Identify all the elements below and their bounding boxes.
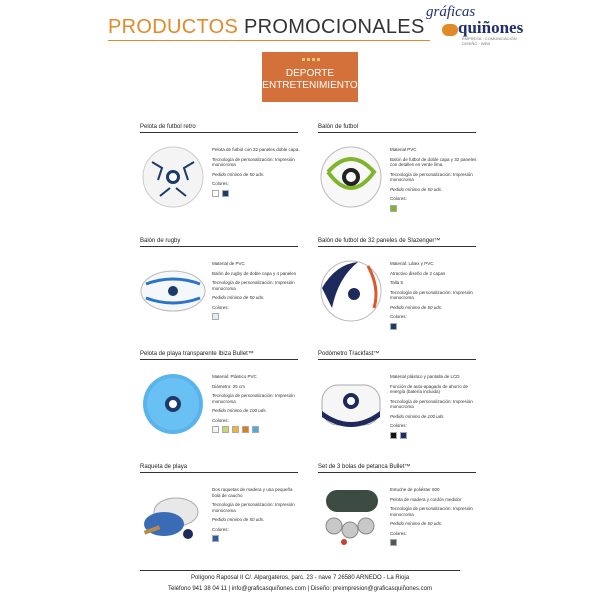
- product-info: [390, 261, 480, 330]
- product-divider: [140, 359, 298, 360]
- product-divider: [318, 472, 476, 473]
- product-min-order: Pedido mínimo de 50 uds.: [212, 517, 265, 522]
- header-divider: [108, 40, 430, 41]
- product-min-order: Pedido mínimo de 50 uds.: [212, 295, 265, 300]
- product-detail-line: Diámetro: 25 cm: [212, 383, 246, 389]
- colors-label: Colores:: [390, 196, 407, 201]
- product-card-pedometer: [318, 349, 476, 428]
- product-info: [390, 147, 480, 212]
- logo-top-text: gráficas: [426, 4, 476, 20]
- product-divider: [318, 359, 476, 360]
- product-detail-line: Material de PVC: [212, 261, 245, 266]
- color-swatches: [390, 539, 480, 546]
- footer-address: Polígono Raposal II C/. Alpargateros, parc. 23 - nave 7 26580 ARNEDO - La Rioja: [190, 575, 410, 581]
- product-card-lime-soccer-ball: [318, 122, 477, 201]
- slazenger-ball-image: [318, 258, 384, 324]
- product-detail-line: Estuche de poliéster 600: [390, 487, 440, 492]
- color-swatch: [242, 426, 249, 433]
- product-card-retro-soccer-ball: [140, 122, 300, 186]
- beach-racket-image: [140, 484, 206, 550]
- color-swatch: [390, 205, 397, 212]
- product-divider: [318, 132, 476, 133]
- color-swatch: [390, 432, 397, 439]
- color-swatch: [400, 432, 407, 439]
- color-swatches: [212, 535, 302, 542]
- page-title: [108, 16, 425, 39]
- product-detail-line: Atractivo diseño de 2 capas: [390, 270, 446, 276]
- retro-soccer-ball-image: [140, 144, 206, 210]
- color-swatch: [222, 426, 229, 433]
- product-card-rugby-ball: [140, 236, 298, 310]
- color-swatches: [212, 426, 302, 433]
- product-tech: Tecnología de personalización: Impresión monocroma: [390, 398, 473, 409]
- colors-label: Colores:: [212, 304, 229, 310]
- colors-label: Colores:: [390, 314, 407, 319]
- product-name: Pelota de playa transparente Ibiza Bullet™: [140, 351, 254, 357]
- color-swatch: [232, 426, 239, 433]
- product-detail-line: Dos raquetas de madera y una pequeña bola de caucho: [212, 487, 293, 498]
- colors-label: Colores:: [390, 423, 407, 428]
- color-swatches: [390, 323, 480, 330]
- product-detail-line: Material PVC: [390, 147, 417, 152]
- product-detail-line: Material: Plástico PVC: [212, 374, 257, 379]
- product-detail-line: Material plástico y pantalla de LCD: [390, 374, 460, 379]
- color-swatch: [252, 426, 259, 433]
- product-min-order: Pedido mínimo de 50 uds.: [390, 304, 443, 310]
- colors-label: Colores:: [390, 530, 407, 536]
- category-line1: DEPORTE: [285, 68, 335, 79]
- product-info: [212, 261, 302, 320]
- product-tech: Tecnología de personalización: Impresión monocroma: [212, 280, 295, 291]
- color-swatches: [212, 313, 302, 320]
- product-name: Balón de futbol de 32 paneles de Slazenger™: [318, 238, 441, 244]
- product-info: [212, 374, 302, 433]
- product-min-order: Pedido mínimo de 50 uds.: [390, 521, 443, 526]
- product-info: [390, 487, 480, 546]
- category-box: [262, 52, 358, 102]
- product-info: [390, 374, 480, 439]
- color-swatch: [390, 539, 397, 546]
- petanque-set-image: [318, 484, 384, 550]
- product-divider: [140, 246, 298, 247]
- product-detail-line: Pelota de futbol con 32 paneles doble capa.: [212, 147, 300, 152]
- product-name: Set de 3 bolas de petanca Bullet™: [318, 464, 411, 470]
- product-min-order: Pedido mínimo de 50 uds.: [212, 171, 265, 177]
- color-swatch: [212, 426, 219, 433]
- product-detail-line: Balón de rugby de doble capa y 4 paneles: [212, 270, 297, 276]
- title-part2: PROMOCIONALES: [243, 16, 425, 38]
- product-detail-line: Talla 5: [390, 280, 404, 285]
- product-name: Balón de futbol: [318, 124, 359, 130]
- product-card-slazenger-ball: [318, 236, 476, 319]
- color-swatch: [212, 313, 219, 320]
- category-line2: ENTRETENIMIENTO: [262, 80, 358, 91]
- product-min-order: Pedido mínimo de 50 uds.: [390, 186, 443, 192]
- logo-tagline: EMPRESA · COMUNICACIÓN · DISEÑO · WEB: [462, 36, 520, 46]
- product-tech: Tecnología de personalización: Impresión monocroma: [212, 156, 295, 167]
- product-detail-line: Material: Látex y PVC: [390, 261, 434, 266]
- color-swatch: [212, 190, 219, 197]
- product-card-petanque-set: [318, 462, 476, 536]
- product-min-order: Pedido mínimo de 100 uds.: [390, 413, 445, 419]
- product-detail-line: Pelota de madera y cordón medidor: [390, 496, 462, 502]
- beach-ball-image: [140, 371, 206, 437]
- product-detail-line: Balón de futbol de doble capa y 32 paneles con detalles en verde lima.: [390, 156, 477, 167]
- product-name: Podómetro Trackfast™: [318, 351, 380, 357]
- footer-contact: Teléfono 941 38 04 11 | info@graficasquiñones.com | Diseño: preimpresion@graficasquiñones.com: [167, 586, 432, 592]
- colors-label: Colores:: [212, 181, 229, 186]
- product-name: Pelota de futbol retro: [140, 124, 196, 130]
- color-swatches: [390, 432, 480, 439]
- rugby-ball-image: [140, 258, 206, 324]
- product-min-order: Pedido mínimo de 100 uds.: [212, 408, 267, 413]
- product-tech: Tecnología de personalización: Impresión monocroma: [390, 289, 473, 300]
- footer-divider: [140, 570, 460, 571]
- title-part1: PRODUCTOS: [108, 16, 239, 38]
- product-divider: [140, 472, 298, 473]
- lime-soccer-ball-image: [318, 144, 384, 210]
- product-detail-line: Función de auto-apagado de ahorro de energía (batería incluida): [390, 383, 469, 394]
- product-tech: Tecnología de personalización: Impresión monocroma: [212, 502, 295, 513]
- color-swatch: [222, 190, 229, 197]
- color-swatch: [212, 535, 219, 542]
- product-name: Raqueta de playa: [140, 464, 188, 470]
- product-name: Balón de rugby: [140, 238, 181, 244]
- color-swatches: [212, 190, 302, 197]
- color-swatches: [390, 205, 480, 212]
- logo-main-text: quiñones: [458, 18, 524, 37]
- product-divider: [140, 132, 298, 133]
- category-dots-icon: [302, 58, 320, 61]
- product-info: [212, 487, 302, 542]
- company-logo: [420, 4, 524, 46]
- product-card-beach-racket: [140, 462, 298, 532]
- colors-label: Colores:: [212, 417, 229, 423]
- product-card-beach-ball: [140, 349, 298, 423]
- product-tech: Tecnología de personalización: Impresión monocroma: [390, 506, 473, 517]
- pedometer-image: [318, 371, 384, 437]
- product-tech: Tecnología de personalización: Impresión monocroma: [212, 393, 295, 404]
- logo-mark-icon: [442, 24, 458, 36]
- color-swatch: [390, 323, 397, 330]
- colors-label: Colores:: [212, 526, 229, 532]
- product-tech: Tecnología de personalización: Impresión monocroma: [390, 171, 473, 182]
- product-info: [212, 147, 302, 197]
- product-divider: [318, 246, 476, 247]
